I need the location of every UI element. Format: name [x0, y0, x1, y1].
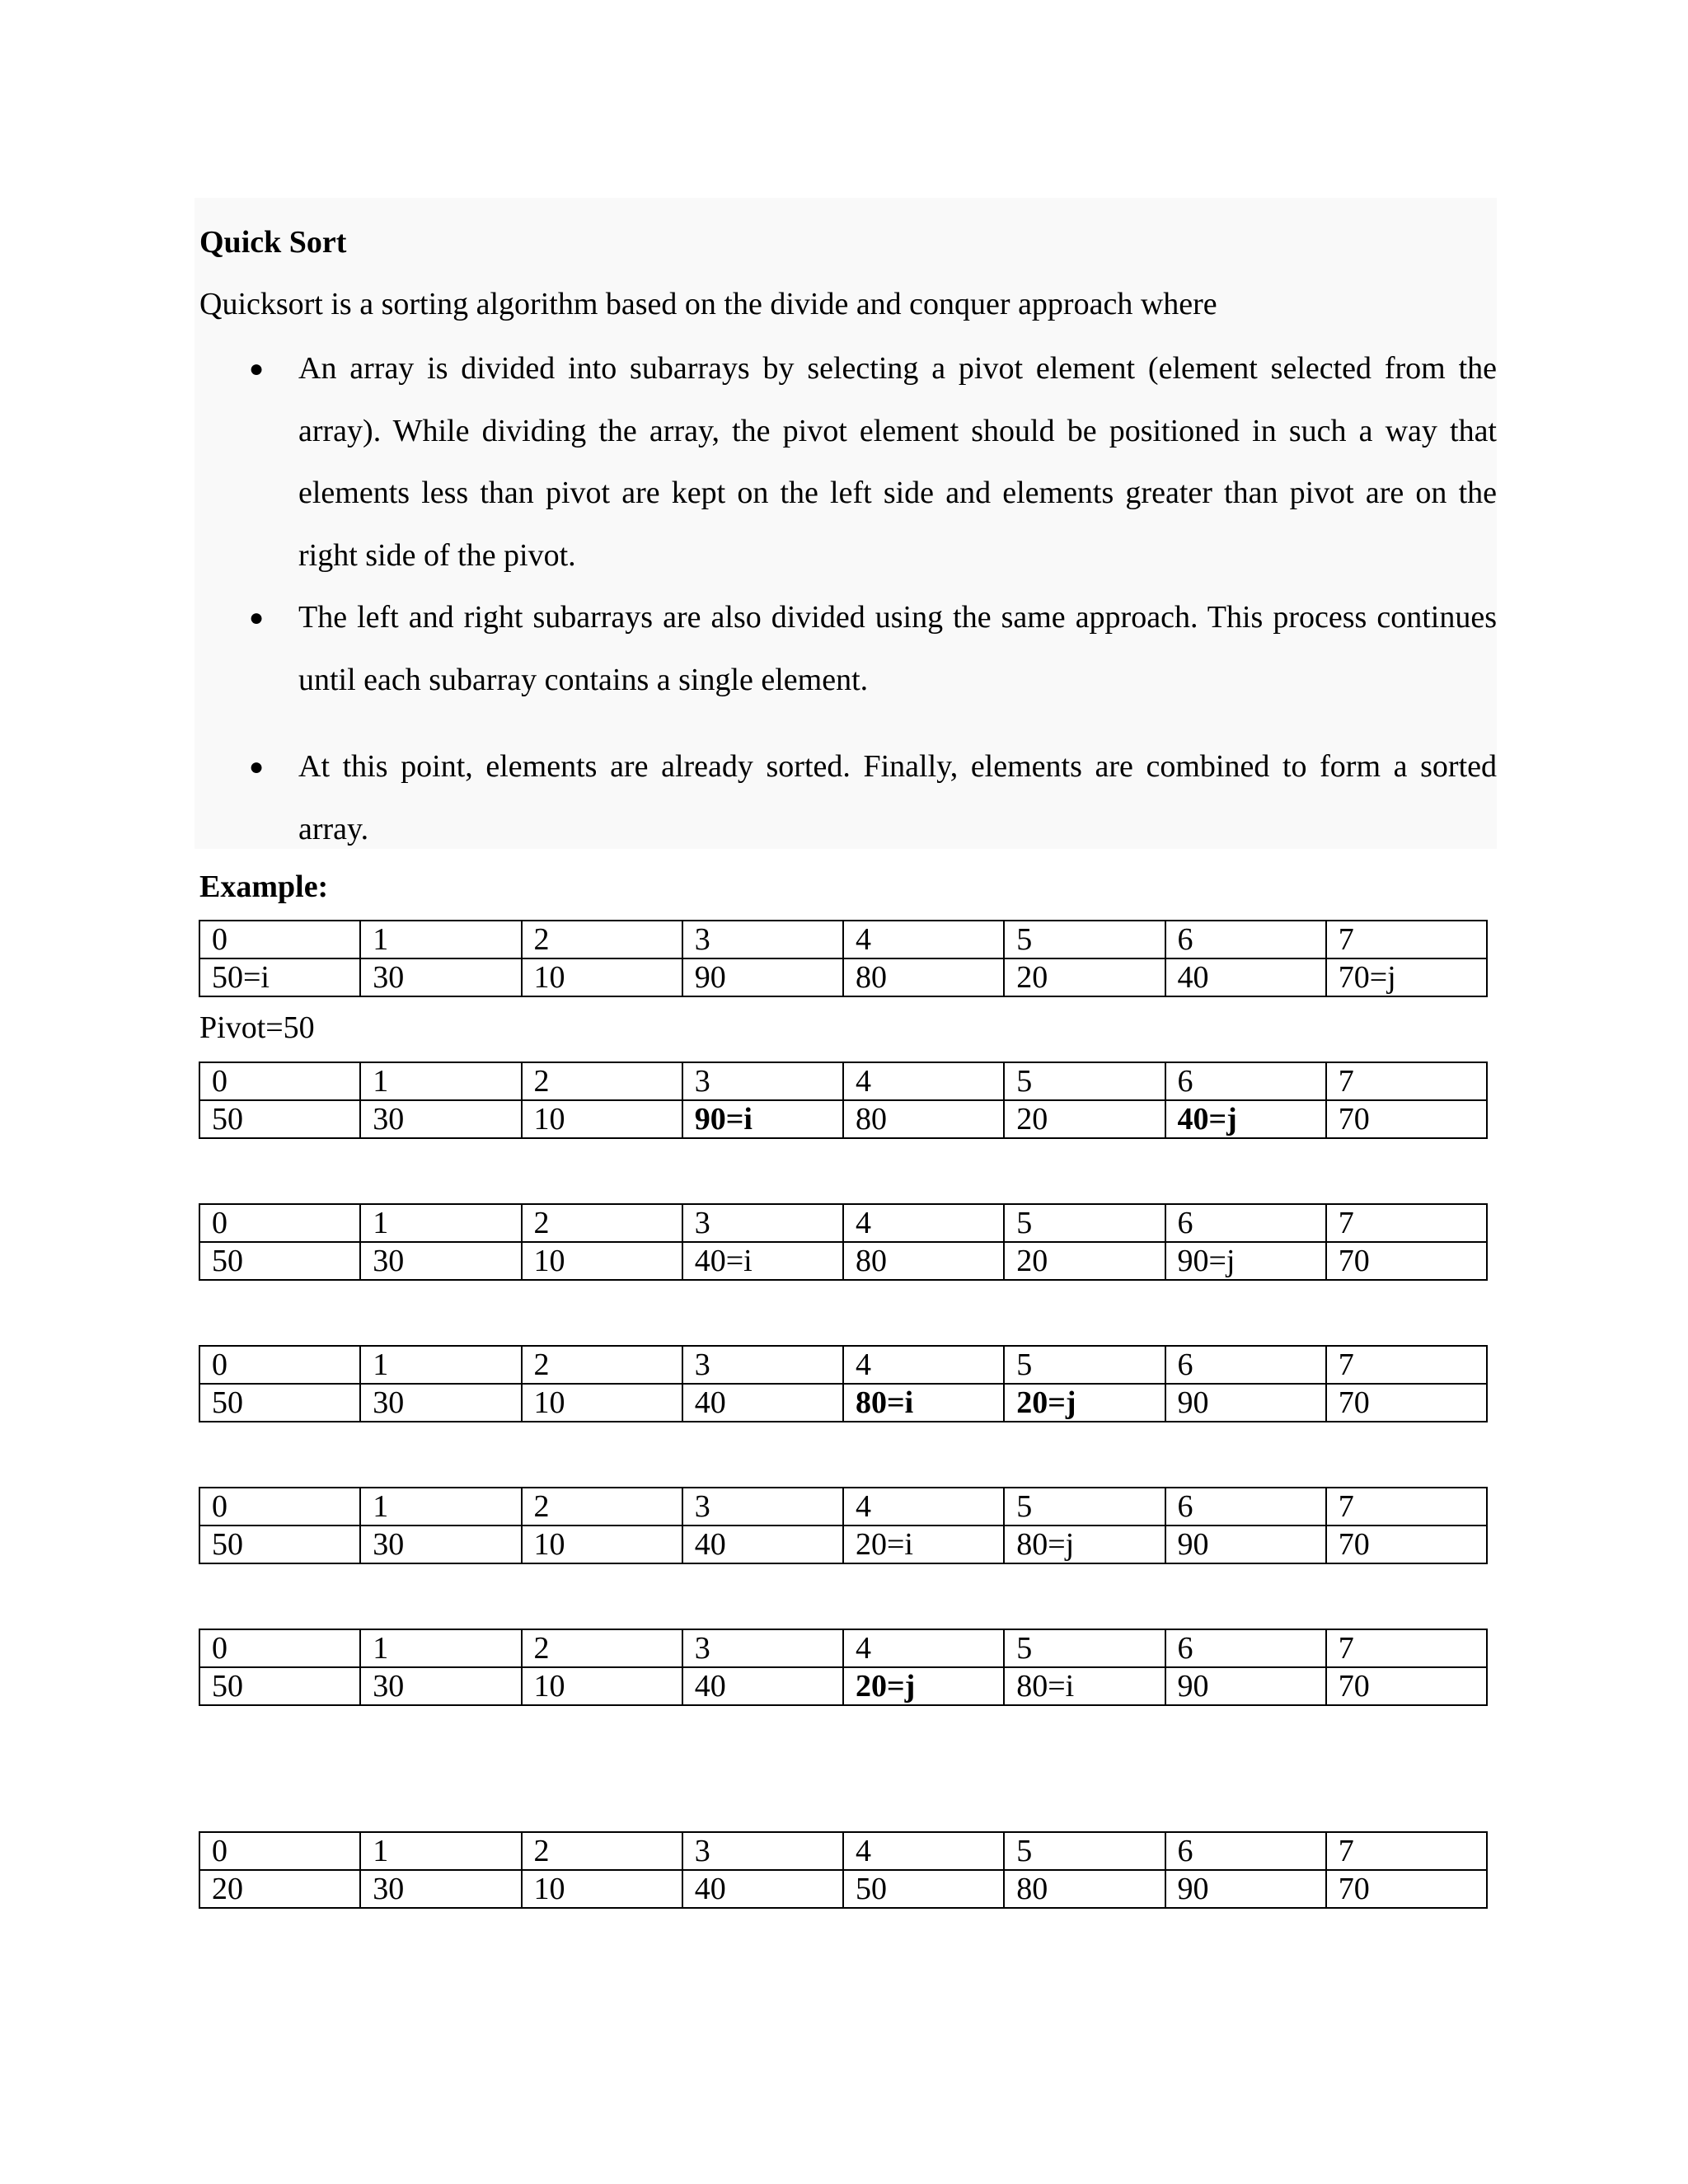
intro-paragraph: Quicksort is a sorting algorithm based on the divide and conquer approach where — [199, 287, 1217, 321]
value-cell: 30 — [360, 958, 521, 996]
value-cell: 70 — [1326, 1870, 1487, 1908]
value-cell: 70 — [1326, 1667, 1487, 1705]
value-cell: 30 — [360, 1526, 521, 1563]
array-table — [199, 1203, 1488, 1281]
index-cell: 6 — [1165, 1204, 1326, 1242]
index-cell: 4 — [843, 1062, 1004, 1100]
index-cell: 3 — [682, 1062, 843, 1100]
bullet-icon: ● — [249, 753, 265, 780]
index-cell: 1 — [360, 1062, 521, 1100]
bullet-text: An array is divided into subarrays by selecting a pivot element (element selected from the array). While dividing the array, the pivot element should be positioned in such a way that elements less than pivot are kept on the left side and elements greater than pivot are on the right side of the pivot. — [298, 351, 1497, 573]
index-cell: 0 — [199, 921, 360, 958]
index-row — [199, 1062, 1487, 1100]
value-cell: 10 — [522, 958, 682, 996]
index-row — [199, 1832, 1487, 1870]
index-cell: 6 — [1165, 1832, 1326, 1870]
index-cell: 2 — [522, 1488, 682, 1526]
value-cell: 90 — [1165, 1667, 1326, 1705]
index-cell: 5 — [1004, 1629, 1165, 1667]
value-cell: 20 — [199, 1870, 360, 1908]
value-cell: 80 — [1004, 1870, 1165, 1908]
index-cell: 5 — [1004, 1204, 1165, 1242]
index-cell: 3 — [682, 1832, 843, 1870]
bullet-text: At this point, elements are already sorted. Finally, elements are combined to form a sorted array. — [298, 749, 1497, 846]
index-cell: 5 — [1004, 1832, 1165, 1870]
index-cell: 7 — [1326, 921, 1487, 958]
value-row — [199, 1870, 1487, 1908]
value-cell: 10 — [522, 1242, 682, 1280]
value-cell: 70 — [1326, 1526, 1487, 1563]
index-row — [199, 921, 1487, 958]
index-cell: 0 — [199, 1062, 360, 1100]
value-cell: 90 — [1165, 1384, 1326, 1422]
index-cell: 7 — [1326, 1629, 1487, 1667]
bullet-item — [246, 736, 1497, 860]
value-cell: 40 — [682, 1870, 843, 1908]
bullet-item — [246, 338, 1497, 587]
index-cell: 6 — [1165, 1629, 1326, 1667]
index-cell: 7 — [1326, 1488, 1487, 1526]
index-cell: 2 — [522, 1204, 682, 1242]
index-cell: 4 — [843, 1346, 1004, 1384]
value-cell: 40 — [682, 1526, 843, 1563]
index-cell: 2 — [522, 1062, 682, 1100]
bullet-icon: ● — [249, 604, 265, 631]
index-cell: 6 — [1165, 921, 1326, 958]
index-cell: 1 — [360, 1346, 521, 1384]
index-cell: 1 — [360, 1629, 521, 1667]
index-row — [199, 1204, 1487, 1242]
index-cell: 4 — [843, 1204, 1004, 1242]
index-cell: 2 — [522, 1629, 682, 1667]
value-cell: 40=i — [682, 1242, 843, 1280]
array-table — [199, 920, 1488, 997]
value-cell: 40=j — [1165, 1100, 1326, 1138]
value-cell: 90=j — [1165, 1242, 1326, 1280]
value-row — [199, 958, 1487, 996]
value-cell: 50 — [199, 1242, 360, 1280]
index-cell: 3 — [682, 1204, 843, 1242]
value-cell: 10 — [522, 1667, 682, 1705]
value-cell: 20 — [1004, 1242, 1165, 1280]
value-cell: 80=i — [1004, 1667, 1165, 1705]
value-cell: 50 — [843, 1870, 1004, 1908]
value-cell: 80 — [843, 1242, 1004, 1280]
value-cell: 10 — [522, 1384, 682, 1422]
value-cell: 90=i — [682, 1100, 843, 1138]
value-cell: 80 — [843, 958, 1004, 996]
value-row — [199, 1526, 1487, 1563]
value-cell: 30 — [360, 1384, 521, 1422]
value-cell: 20 — [1004, 958, 1165, 996]
value-cell: 30 — [360, 1100, 521, 1138]
index-cell: 4 — [843, 921, 1004, 958]
value-cell: 20=i — [843, 1526, 1004, 1563]
example-heading: Example: — [199, 869, 329, 904]
bullet-list — [246, 338, 1497, 860]
index-cell: 5 — [1004, 1062, 1165, 1100]
value-cell: 10 — [522, 1100, 682, 1138]
pivot-note: Pivot=50 — [199, 1010, 315, 1045]
array-table — [199, 1487, 1488, 1564]
value-cell: 40 — [1165, 958, 1326, 996]
value-cell: 90 — [1165, 1870, 1326, 1908]
index-cell: 6 — [1165, 1488, 1326, 1526]
index-cell: 6 — [1165, 1062, 1326, 1100]
index-cell: 1 — [360, 1204, 521, 1242]
index-cell: 5 — [1004, 921, 1165, 958]
value-cell: 90 — [682, 958, 843, 996]
value-cell: 80=i — [843, 1384, 1004, 1422]
index-cell: 7 — [1326, 1346, 1487, 1384]
index-cell: 1 — [360, 1832, 521, 1870]
index-cell: 0 — [199, 1629, 360, 1667]
index-cell: 0 — [199, 1488, 360, 1526]
index-cell: 5 — [1004, 1346, 1165, 1384]
value-cell: 20=j — [843, 1667, 1004, 1705]
value-cell: 90 — [1165, 1526, 1326, 1563]
value-cell: 50 — [199, 1384, 360, 1422]
array-table — [199, 1345, 1488, 1422]
bullet-item — [246, 587, 1497, 711]
index-row — [199, 1346, 1487, 1384]
index-cell: 3 — [682, 1346, 843, 1384]
value-cell: 30 — [360, 1242, 521, 1280]
index-cell: 2 — [522, 1346, 682, 1384]
bullet-icon: ● — [249, 355, 265, 382]
index-cell: 1 — [360, 921, 521, 958]
index-cell: 4 — [843, 1488, 1004, 1526]
value-cell: 50=i — [199, 958, 360, 996]
value-cell: 80=j — [1004, 1526, 1165, 1563]
index-cell: 0 — [199, 1204, 360, 1242]
value-row — [199, 1667, 1487, 1705]
value-cell: 70 — [1326, 1100, 1487, 1138]
value-cell: 50 — [199, 1667, 360, 1705]
index-row — [199, 1629, 1487, 1667]
value-row — [199, 1100, 1487, 1138]
value-row — [199, 1384, 1487, 1422]
value-cell: 10 — [522, 1526, 682, 1563]
index-cell: 6 — [1165, 1346, 1326, 1384]
value-cell: 70 — [1326, 1242, 1487, 1280]
index-cell: 0 — [199, 1832, 360, 1870]
value-row — [199, 1242, 1487, 1280]
value-cell: 70=j — [1326, 958, 1487, 996]
value-cell: 40 — [682, 1667, 843, 1705]
index-cell: 1 — [360, 1488, 521, 1526]
value-cell: 40 — [682, 1384, 843, 1422]
index-cell: 2 — [522, 921, 682, 958]
index-cell: 0 — [199, 1346, 360, 1384]
value-cell: 70 — [1326, 1384, 1487, 1422]
index-cell: 7 — [1326, 1062, 1487, 1100]
index-cell: 2 — [522, 1832, 682, 1870]
value-cell: 20=j — [1004, 1384, 1165, 1422]
index-cell: 3 — [682, 921, 843, 958]
index-cell: 7 — [1326, 1832, 1487, 1870]
value-cell: 20 — [1004, 1100, 1165, 1138]
value-cell: 10 — [522, 1870, 682, 1908]
page-title: Quick Sort — [199, 225, 347, 260]
index-cell: 3 — [682, 1488, 843, 1526]
value-cell: 80 — [843, 1100, 1004, 1138]
array-table — [199, 1062, 1488, 1139]
index-cell: 3 — [682, 1629, 843, 1667]
value-cell: 30 — [360, 1667, 521, 1705]
array-table — [199, 1831, 1488, 1909]
array-table — [199, 1629, 1488, 1706]
value-cell: 50 — [199, 1526, 360, 1563]
index-cell: 4 — [843, 1629, 1004, 1667]
value-cell: 30 — [360, 1870, 521, 1908]
index-cell: 4 — [843, 1832, 1004, 1870]
bullet-text: The left and right subarrays are also divided using the same approach. This process continues until each subarray contains a single element. — [298, 600, 1497, 697]
index-cell: 7 — [1326, 1204, 1487, 1242]
index-cell: 5 — [1004, 1488, 1165, 1526]
index-row — [199, 1488, 1487, 1526]
value-cell: 50 — [199, 1100, 360, 1138]
